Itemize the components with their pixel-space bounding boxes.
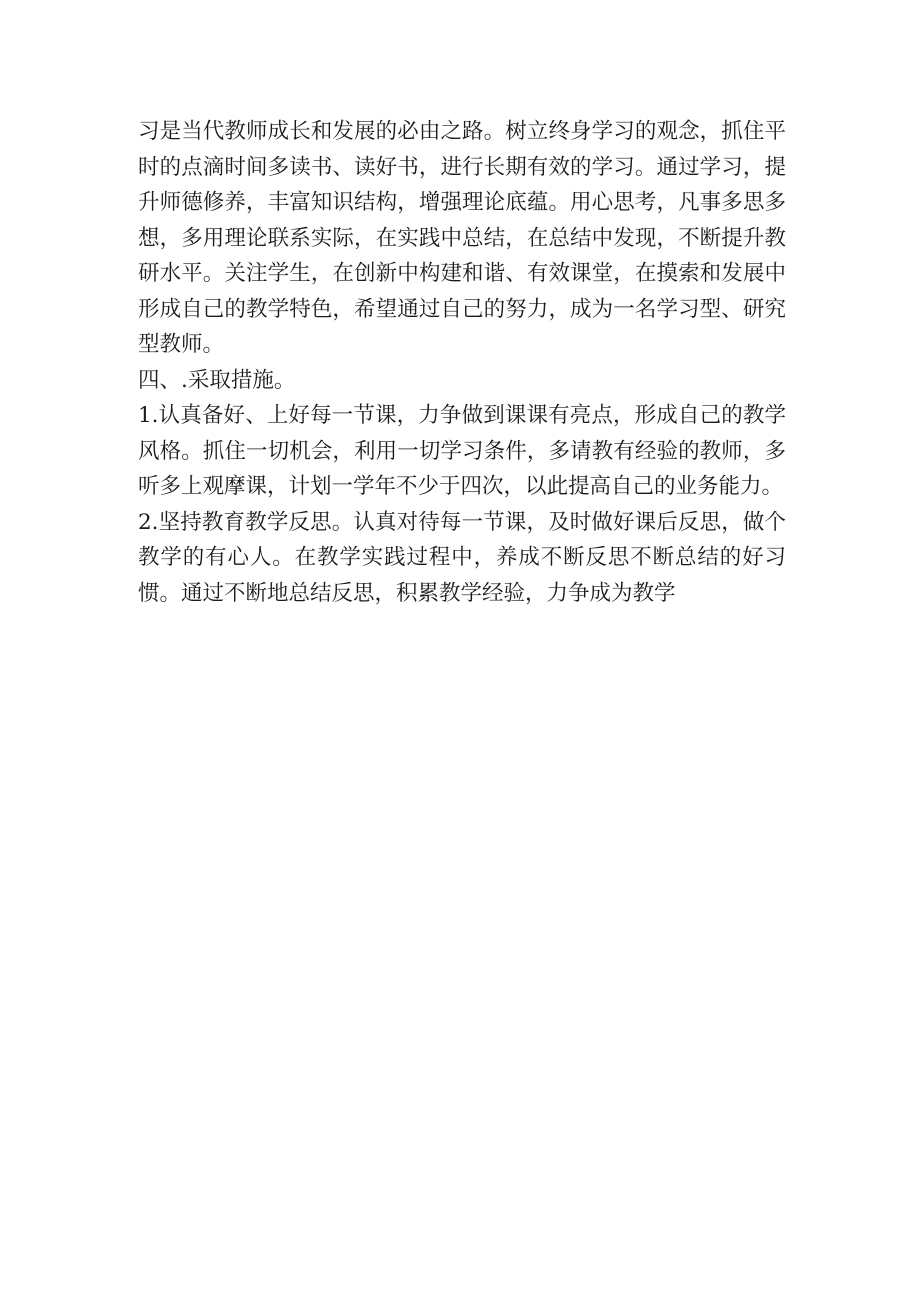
paragraph-measure-2: 2.坚持教育教学反思。认真对待每一节课，及时做好课后反思，做个教学的有心人。在教学实践过程中，养成不断反思不断总结的好习惯。通过不断地总结反思，积累教学经验，力争成为教学 <box>138 509 786 606</box>
section-heading-measures: 四、.采取措施。 <box>138 367 296 393</box>
paragraph-learning: 习是当代教师成长和发展的必由之路。树立终身学习的观念，抓住平时的点滴时间多读书、读好书，进行长期有效的学习。通过学习，提升师德修养，丰富知识结构，增强理论底蕴。用心思考，凡事多思多想，多用理论联系实际，在实践中总结，在总结中发现，不断提升教研水平。关注学生，在创新中构建和谐、有效课堂，在摸索和发展中形成自己的教学特色，希望通过自己的努力，成为一名学习型、研究型教师。 <box>138 119 786 357</box>
document-body <box>138 114 786 611</box>
paragraph-measure-1: 1.认真备好、上好每一节课，力争做到课课有亮点，形成自己的教学风格。抓住一切机会，利用一切学习条件，多请教有经验的教师，多听多上观摩课，计划一学年不少于四次，以此提高自己的业务能力。 <box>138 403 786 499</box>
